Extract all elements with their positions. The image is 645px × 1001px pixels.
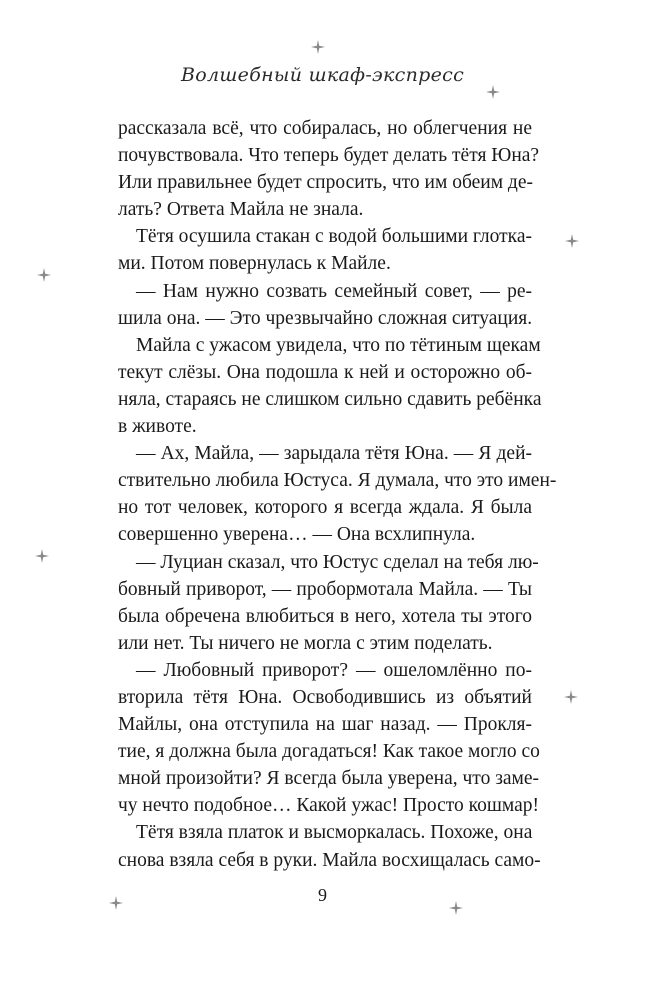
text-line: или нет. Ты ничего не могла с этим поделать. [118,632,493,654]
sparkle-icon [564,690,578,704]
text-line: совершенно уверена… — Она всхлипнула. [118,524,476,546]
text-line: ствительно любила Юстуса. Я думала, что это имен- [118,470,557,492]
sparkle-icon [311,40,325,54]
text-line: лать? Ответа Майла не знала. [118,199,364,221]
text-line: Майла с ужасом увидела, что по тётиным щекам [136,334,541,356]
text-line: ми. Потом повернулась к Майле. [118,253,391,275]
text-line: няла, стараясь не слишком сильно сдавить ребёнка [118,388,542,410]
text-line: бовный приворот, — пробормотала Майла. — Ты [118,578,532,600]
text-line: снова взяла себя в руки. Майла восхищалась само- [118,849,541,871]
text-line: шила она. — Это чрезвычайно сложная ситуация. [118,307,533,329]
text-line: Майлы, она отступила на шаг назад. — Прокля- [118,714,532,736]
text-line: вторила тётя Юна. Освободившись из объятий [118,686,532,708]
text-line: — Любовный приворот? — ошеломлённо по- [136,659,532,681]
running-head: Волшебный шкаф-экспресс [180,64,465,86]
text-line: — Ах, Майла, — зарыдала тётя Юна. — Я дей- [136,443,532,465]
text-line: чу нечто подобное… Какой ужас! Просто кошмар! [118,795,539,817]
text-line: Тётя осушила стакан с водой большими глотка- [136,226,532,248]
sparkle-icon [37,268,51,282]
text-line: текут слёзы. Она подошла к ней и осторожно об- [118,361,532,383]
text-line: рассказала всё, что собиралась, но облегчения не [118,118,532,139]
text-line: мной произойти? Я всегда была уверена, что заме- [118,768,540,790]
text-line: — Луциан сказал, что Юстус сделал на тебя лю- [136,551,539,573]
text-line: Или правильнее будет спросить, что им обеим де- [118,172,533,194]
page-number: 9 [318,885,327,905]
text-line: в животе. [118,416,197,438]
body-text [118,115,557,874]
text-line: но тот человек, которого я всегда ждала. Я была [118,497,532,519]
sparkle-icon [35,549,49,563]
sparkle-icon [565,234,579,248]
text-line: тие, я должна была догадаться! Как такое могло со [118,741,540,763]
text-line: — Нам нужно созвать семейный совет, — ре- [136,280,532,302]
text-line: почувствовала. Что теперь будет делать тётя Юна? [118,145,540,167]
text-line: была обречена влюбиться в него, хотела ты этого [118,605,532,627]
text-line: Тётя взяла платок и высморкалась. Похоже, она [136,822,533,844]
sparkle-icon [486,85,500,99]
